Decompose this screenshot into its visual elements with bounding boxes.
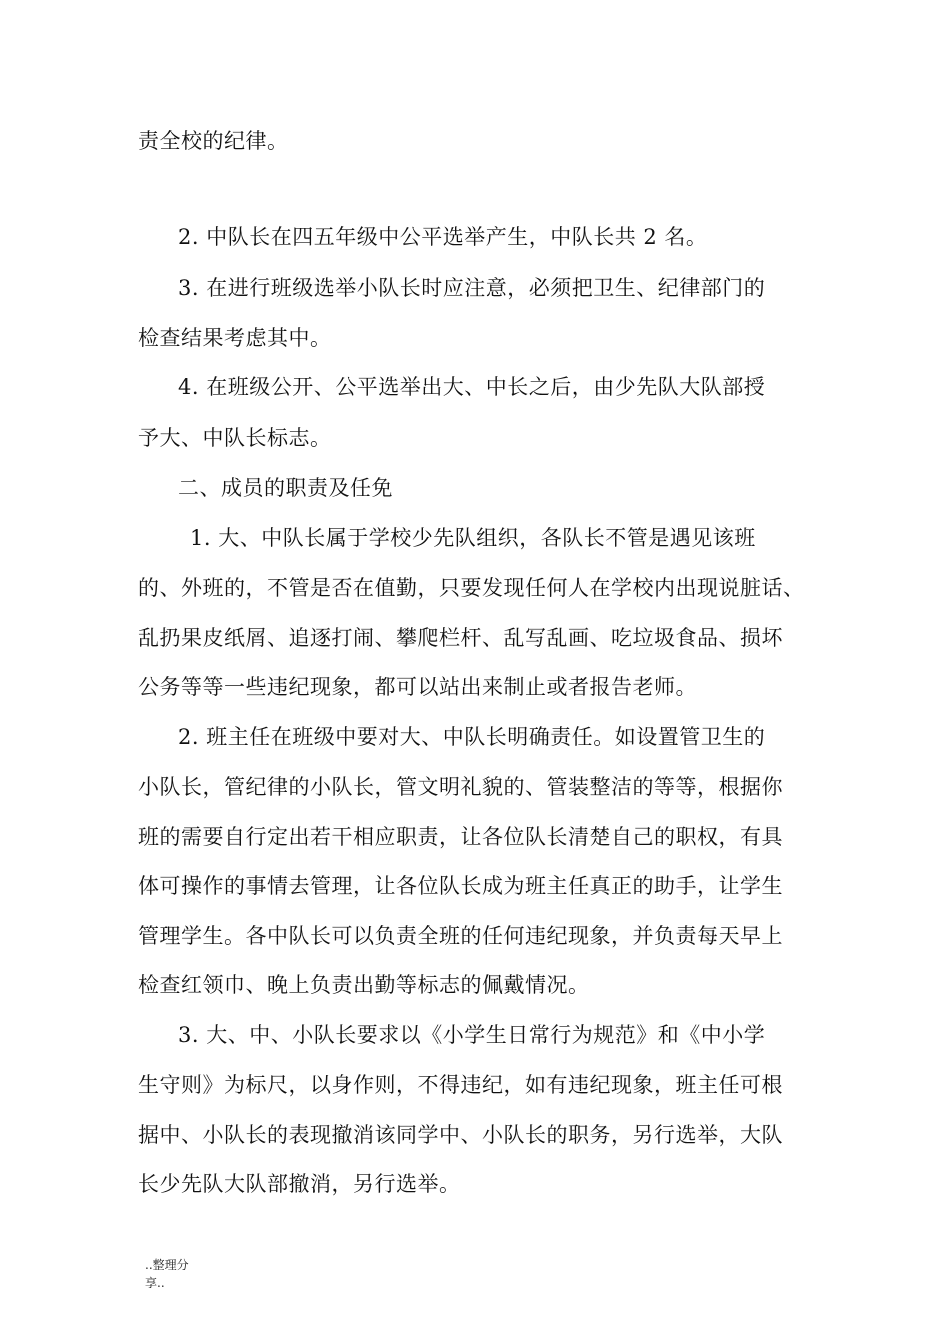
text-line: 检查红领巾、晚上负责出勤等标志的佩戴情况。: [138, 973, 590, 997]
text-line: 2. 中队长在四五年级中公平选举产生，中队长共 2 名。: [178, 225, 708, 249]
text-line: 的、外班的，不管是否在值勤，只要发现任何人在学校内出现说脏话、: [138, 576, 805, 600]
text-line: 长少先队大队部撤消，另行选举。: [138, 1172, 461, 1196]
text-line: 检查结果考虑其中。: [138, 326, 332, 350]
text-line: 4. 在班级公开、公平选举出大、中长之后，由少先队大队部授: [178, 375, 766, 399]
text-line: 1. 大、中队长属于学校少先队组织，各队长不管是遇见该班: [190, 526, 756, 550]
text-line: 生守则》为标尺，以身作则，不得违纪，如有违纪现象，班主任可根: [138, 1073, 783, 1097]
section-heading: 二、成员的职责及任免: [178, 476, 393, 500]
text-line: 小队长，管纪律的小队长，管文明礼貌的、管装整洁的等等，根据你: [138, 775, 783, 799]
text-line: 2. 班主任在班级中要对大、中队长明确责任。如设置管卫生的: [178, 725, 766, 749]
text-line: 班的需要自行定出若干相应职责，让各位队长清楚自己的职权，有具: [138, 825, 783, 849]
text-line: 责全校的纪律。: [138, 129, 289, 153]
text-line: 3. 大、中、小队长要求以《小学生日常行为规范》和《中小学: [178, 1023, 766, 1047]
text-line: 乱扔果皮纸屑、追逐打闹、攀爬栏杆、乱写乱画、吃垃圾食品、损坏: [138, 626, 783, 650]
footer-note: 享..: [145, 1276, 165, 1290]
text-line: 公务等等一些违纪现象，都可以站出来制止或者报告老师。: [138, 675, 697, 699]
text-line: 3. 在进行班级选举小队长时应注意，必须把卫生、纪律部门的: [178, 276, 766, 300]
footer-note: ..整理分: [145, 1258, 189, 1272]
text-line: 据中、小队长的表现撤消该同学中、小队长的职务，另行选举，大队: [138, 1123, 783, 1147]
text-line: 予大、中队长标志。: [138, 426, 332, 450]
text-line: 管理学生。各中队长可以负责全班的任何违纪现象，并负责每天早上: [138, 924, 783, 948]
text-line: 体可操作的事情去管理，让各位队长成为班主任真正的助手，让学生: [138, 874, 783, 898]
